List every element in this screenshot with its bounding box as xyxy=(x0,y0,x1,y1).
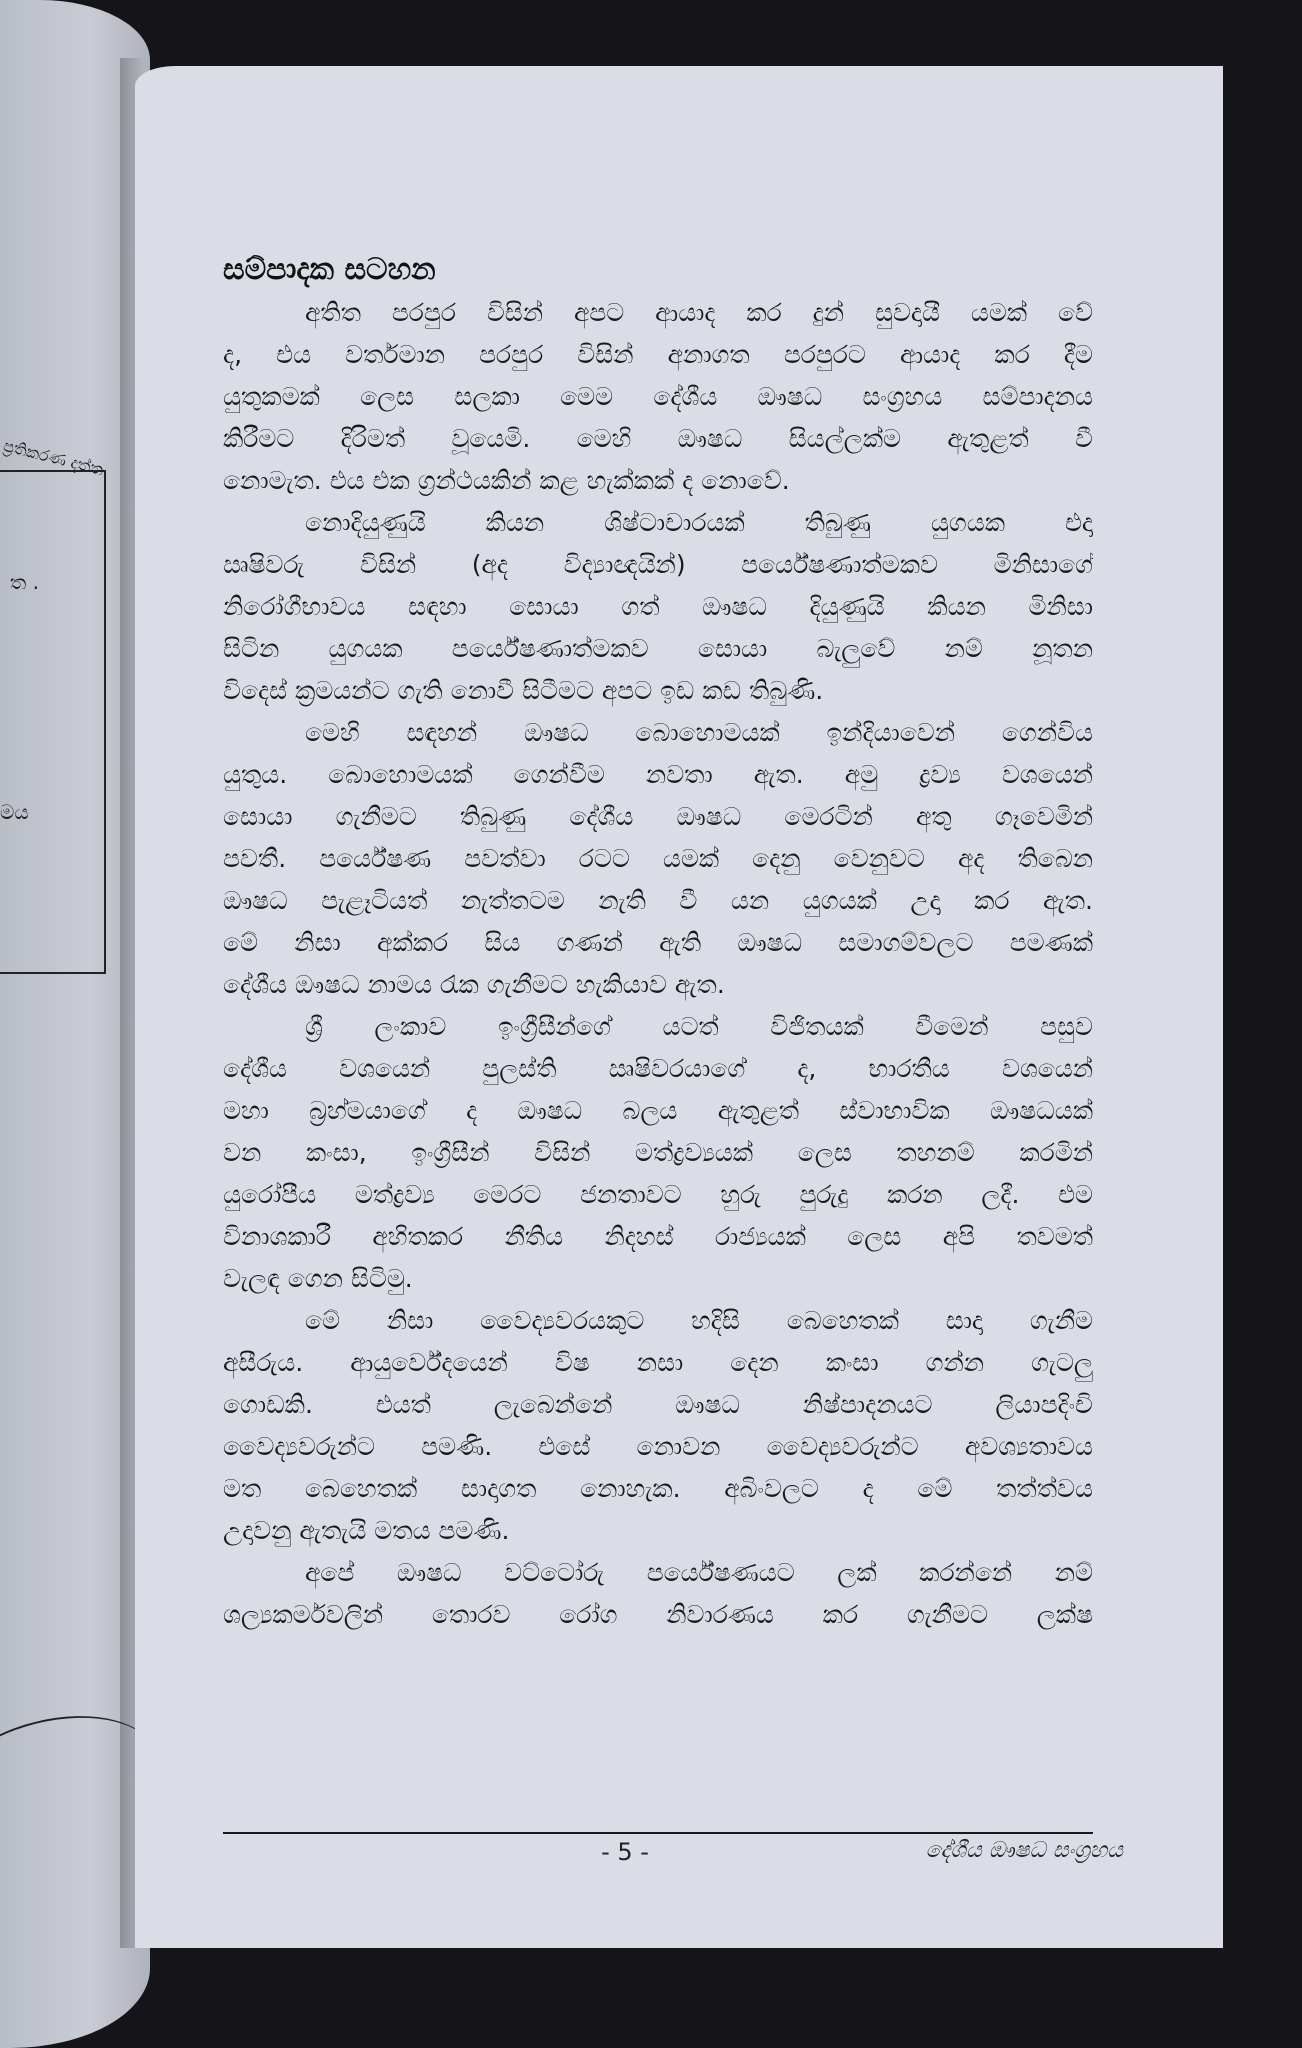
book-title-footer: දේශීය ඖෂධ සංග්‍රහය xyxy=(925,1838,1123,1863)
paragraph-line: මෙහි සඳහන් ඖෂධ බොහොමයක් ඉන්දියාවෙන් ගෙන්විය xyxy=(305,718,1093,747)
paragraph-line: දේශීය වශයෙන් පුලස්ති ඍෂිවරයාගේ ද, භාරතීය වශයෙන් xyxy=(223,1054,1093,1083)
paragraph xyxy=(223,712,1093,1006)
paragraph-line: ඍෂිවරු විසින් (අද විද්‍යාඥයින්) පර්යේෂණාත්මකව මිනිසාගේ xyxy=(223,550,1093,579)
page-content xyxy=(223,248,1093,1636)
left-page-fragment-text: මය xyxy=(0,800,29,824)
paragraph-line: ද, එය වර්තමාන පරපුර විසින් අනාගත පරපුරට ආයාද කර දීම xyxy=(223,340,1093,369)
paragraph-line: සිටින යුගයක පර්යේෂණාත්මකව සොයා බැලුවේ නම් නූතන xyxy=(223,634,1093,663)
paragraph xyxy=(223,292,1093,502)
footer-rule xyxy=(223,1832,1093,1834)
paragraph-line: විදෙස් ක්‍රමයන්ට ගැති නොවී සිටීමට අපට ඉඩ කඩ තිබුණි. xyxy=(223,676,824,705)
paragraph-line: ඖෂධ පැළෑටියත් නැත්තටම නැති වී යන යුගයක් උදා කර ඇත. xyxy=(223,886,1093,915)
paragraph-line: ශ්‍රී ලංකාව ඉංග්‍රීසීන්ගේ යටත් විජිතයක් වීමෙන් පසුව xyxy=(305,1012,1093,1041)
paragraph-line: අතිත පරපුර විසින් අපට ආයාද කර දුන් සුවදායී යමක් වේ xyxy=(305,298,1093,327)
paragraph-line: විනාශකාරී අහිතකර නීතිය නිදහස් රාජ්‍යයක් ලෙස අපි තවමත් xyxy=(223,1222,1093,1251)
paragraph-line: නොමැත. එය එක ග්‍රන්ථයකින් කළ හැක්කක් ද නොවේ. xyxy=(223,466,790,495)
paragraph-line: කිරීමට දිරිමත් වූයෙමි. මෙහි ඖෂධ සියල්ලක්ම ඇතුළත් වී xyxy=(223,424,1093,453)
left-page-table-box xyxy=(0,470,106,974)
paragraph-line: මත බෙහෙතක් සාදාගත නොහැක. අබිංවලට ද මේ තත්ත්වය xyxy=(223,1474,1093,1503)
body-text xyxy=(223,292,1093,1636)
paragraph xyxy=(223,1006,1093,1300)
paragraph-line: යුතුය. බොහොමයක් ගෙන්වීම නවතා ඇත. අමු ද්‍රව්‍ය වශයෙන් xyxy=(223,760,1093,789)
paragraph-line: වැලඳ ගෙන සිටිමු. xyxy=(223,1264,413,1293)
paragraph-line: ශල්‍යකර්මවලින් තොරව රෝග නිවාරණය කර ගැනීමට ලක්ෂ xyxy=(223,1600,1093,1629)
paragraph-line: යුරෝපීය මත්ද්‍රව්‍ය මෙරට ජනතාවට හුරු පුරුදු කරන ලදී. එම xyxy=(223,1180,1093,1209)
paragraph-line: වෛද්‍යවරුන්ට පමණි. එසේ නොවන වෛද්‍යවරුන්ට අවශ්‍යතාවය xyxy=(223,1432,1093,1461)
paragraph xyxy=(223,502,1093,712)
paragraph-line: අසීරුය. ආයුර්වේදයෙන් විෂ නසා දෙන කංසා ගන්න ගැටලු xyxy=(223,1348,1093,1377)
paragraph-line: යුතුකමක් ලෙස සලකා මෙම දේශීය ඖෂධ සංග්‍රහය සම්පාදනය xyxy=(223,382,1093,411)
paragraph xyxy=(223,1552,1093,1636)
paragraph-line: පවතී. පර්යේෂණ පවත්වා රටට යමක් දෙනු වෙනුවට අද තිබෙන xyxy=(223,844,1093,873)
page-title: සම්පාදක සටහන xyxy=(223,252,436,287)
paragraph-line: වන කංසා, ඉංග්‍රීසීන් විසින් මත්ද්‍රව්‍යයක් ලෙස තහනම් කරමින් xyxy=(223,1138,1093,1167)
right-page xyxy=(135,66,1223,1948)
left-page-fragment-heading: ප්‍රතිකරණ දත්ත xyxy=(1,435,106,480)
page-number: - 5 - xyxy=(601,1838,649,1866)
paragraph-line: සොයා ගැනීමට තිබුණු දේශීය ඖෂධ මෙරටින් අතු ගෑවෙමින් xyxy=(223,802,1093,831)
paragraph-line: උදාවනු ඇතැයි මතය පමණි. xyxy=(223,1516,510,1545)
left-page-fragment-text: ත . xyxy=(10,570,39,594)
paragraph-line: නොදියුණුයි කියන ශිෂ්ටාචාරයක් තිබුණු යුගයක එදා xyxy=(305,508,1093,537)
paragraph-line: අපේ ඖෂධ වට්ටෝරු පර්යේෂණයට ලක් කරන්නේ නම් xyxy=(305,1558,1093,1587)
paragraph xyxy=(223,1300,1093,1552)
paragraph-line: මේ නිසා වෛද්‍යවරයකුට හදිසි බෙහෙතක් සාදා ගැනීම xyxy=(305,1306,1093,1335)
paragraph-line: ගොඩකි. එයත් ලැබෙන්නේ ඖෂධ නිෂ්පාදනයට ලියාපදිංචි xyxy=(223,1390,1093,1419)
paragraph-line: නිරෝගීභාවය සඳහා සොයා ගත් ඖෂධ දියුණුයි කියන මිනිසා xyxy=(223,592,1093,621)
paragraph-line: මේ නිසා අක්කර සිය ගණන් ඇති ඖෂධ සමාගම්වලට පමණක් xyxy=(223,928,1093,957)
paragraph-line: දේශීය ඖෂධ නාමය රැක ගැනීමට හැකියාව ඇත. xyxy=(223,970,725,999)
paragraph-line: මහා බ්‍රහ්මයාගේ ද ඖෂධ බලය ඇතුළත් ස්වාභාවික ඖෂධයක් xyxy=(223,1096,1093,1125)
